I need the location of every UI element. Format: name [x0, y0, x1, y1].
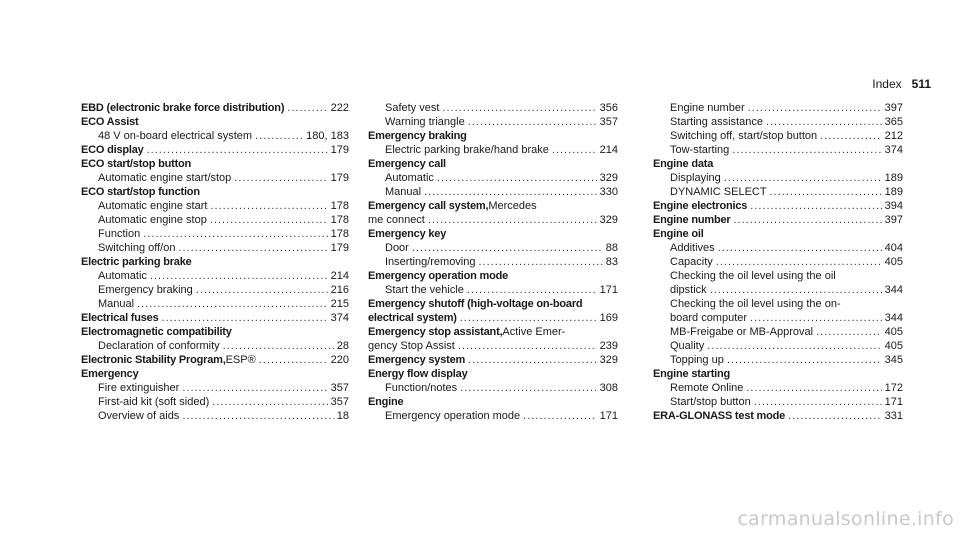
- index-entry: [368, 367, 618, 395]
- subentry-text: Quality: [670, 340, 705, 352]
- subentry-text: First-aid kit (soft sided): [98, 396, 210, 408]
- entry-heading-continuation: [368, 339, 618, 353]
- subentry-text: Function: [98, 228, 141, 240]
- subentry-line: [368, 255, 618, 269]
- page-ref[interactable]: 374: [330, 312, 349, 324]
- page-ref[interactable]: 397: [884, 214, 903, 226]
- subentry-text: Function/notes: [385, 382, 458, 394]
- subentry-continuation: [653, 311, 903, 325]
- leader-dots: [523, 409, 597, 423]
- subentry-line: [81, 409, 349, 423]
- leader-dots: [733, 213, 881, 227]
- subentry-text-continued: dipstick: [670, 284, 707, 296]
- leader-dots: [460, 381, 596, 395]
- leader-dots: [724, 171, 882, 185]
- subentry-text: Remote Online: [670, 382, 744, 394]
- leader-dots: [196, 283, 328, 297]
- leader-dots: [750, 311, 882, 325]
- subentry-text: Safety vest: [385, 102, 440, 114]
- page-ref[interactable]: 28: [336, 340, 349, 352]
- page-ref[interactable]: 404: [884, 242, 903, 254]
- subentry-line: [653, 185, 903, 199]
- entry-heading-line: [81, 157, 349, 171]
- entry-title-continued[interactable]: electrical system): [368, 312, 457, 324]
- page-ref[interactable]: 357: [330, 396, 349, 408]
- entry-title[interactable]: Engine number: [653, 214, 731, 226]
- index-entry: [368, 395, 618, 423]
- subentry-line: [653, 339, 903, 353]
- leader-dots: [467, 283, 597, 297]
- page-ref[interactable]: 171: [884, 396, 903, 408]
- page-ref[interactable]: 329: [599, 172, 618, 184]
- subentry-text: Start/stop button: [670, 396, 751, 408]
- subentry-line: [368, 115, 618, 129]
- leader-dots: [770, 185, 882, 199]
- leader-dots: [718, 241, 882, 255]
- subentry-line: [81, 171, 349, 185]
- page-ref[interactable]: 329: [599, 214, 618, 226]
- entry-title[interactable]: Engine: [368, 396, 404, 408]
- entry-title[interactable]: Engine data: [653, 158, 714, 170]
- subentry-text: Topping up: [670, 354, 724, 366]
- subentry-line: [81, 227, 349, 241]
- leader-dots: [748, 101, 882, 115]
- subentry-line: [653, 381, 903, 395]
- page-ref[interactable]: 405: [884, 340, 903, 352]
- index-entry: [653, 227, 903, 367]
- leader-dots: [820, 129, 881, 143]
- entry-title[interactable]: Emergency call system,: [368, 200, 489, 212]
- subentry-line: [81, 269, 349, 283]
- leader-dots: [468, 353, 597, 367]
- subentry-line: [368, 381, 618, 395]
- page-ref[interactable]: 180, 183: [306, 130, 349, 142]
- leader-dots: [816, 325, 882, 339]
- subentry-line: [653, 395, 903, 409]
- subentry-text: Door: [385, 242, 409, 254]
- subentry-text: Switching off/on: [98, 242, 176, 254]
- subentry-line: [368, 171, 618, 185]
- subentry-line: [81, 241, 349, 255]
- watermark: carmanualsonline.info: [737, 508, 954, 530]
- page-ref[interactable]: 357: [599, 116, 618, 128]
- leader-dots: [424, 185, 597, 199]
- subentry-line: [653, 143, 903, 157]
- page-header: [872, 77, 931, 91]
- entry-title[interactable]: ECO start/stop function: [81, 186, 200, 198]
- entry-title[interactable]: Emergency shutoff (high-voltage on-board: [368, 298, 583, 310]
- index-entry: [368, 129, 618, 157]
- page-ref[interactable]: 220: [330, 354, 349, 366]
- entry-title-continued: me connect: [368, 214, 425, 226]
- page-ref[interactable]: 344: [884, 284, 903, 296]
- subentry-text: Fire extinguisher: [98, 382, 180, 394]
- subentry-text: Automatic: [385, 172, 434, 184]
- entry-heading-line: [81, 353, 349, 367]
- index-entry: [81, 367, 349, 423]
- page-ref[interactable]: 178: [330, 200, 349, 212]
- leader-dots: [442, 101, 596, 115]
- subentry-line: [81, 283, 349, 297]
- entry-title-suffix: Active Emer-: [502, 326, 566, 338]
- page-ref[interactable]: 215: [330, 298, 349, 310]
- entry-heading-line: [368, 129, 618, 143]
- index-entry: [81, 353, 349, 367]
- index-entry: [368, 199, 618, 227]
- page-ref[interactable]: 179: [330, 172, 349, 184]
- subentry-text: Manual: [385, 186, 422, 198]
- page-ref[interactable]: 345: [884, 354, 903, 366]
- page-ref[interactable]: 18: [336, 410, 349, 422]
- entry-title[interactable]: Emergency braking: [368, 130, 467, 142]
- index-label: Index: [872, 77, 902, 91]
- leader-dots: [137, 297, 328, 311]
- leader-dots: [182, 409, 333, 423]
- index-entry: [81, 311, 349, 325]
- subentry-text: Starting assistance: [670, 116, 763, 128]
- subentry-text-continued: board computer: [670, 312, 748, 324]
- leader-dots: [552, 143, 597, 157]
- subentry-text: Tow-starting: [670, 144, 730, 156]
- subentry-text: Automatic: [98, 270, 147, 282]
- entry-title[interactable]: Emergency operation mode: [368, 270, 509, 282]
- leader-dots: [468, 115, 597, 129]
- page-ref[interactable]: 172: [884, 382, 903, 394]
- entry-title[interactable]: Energy flow display: [368, 368, 468, 380]
- entry-heading-line: [81, 255, 349, 269]
- page-ref[interactable]: 356: [599, 102, 618, 114]
- leader-dots: [716, 255, 882, 269]
- subentry-text: Automatic engine stop: [98, 214, 207, 226]
- leader-dots: [754, 395, 882, 409]
- page-ref[interactable]: 397: [884, 102, 903, 114]
- index-entry: [368, 101, 618, 129]
- leader-dots: [210, 213, 328, 227]
- entry-heading-line: [653, 213, 903, 227]
- index-entry: [368, 353, 618, 367]
- subentry-line: [368, 101, 618, 115]
- subentry-text: Checking the oil level using the oil: [670, 270, 836, 282]
- subentry-line: [653, 269, 903, 283]
- page-ref[interactable]: 88: [605, 242, 618, 254]
- entry-heading-line: [653, 227, 903, 241]
- page-ref[interactable]: 405: [884, 326, 903, 338]
- entry-title[interactable]: Electromagnetic compatibility: [81, 326, 232, 338]
- leader-dots: [458, 339, 597, 353]
- subentry-text: Declaration of conformity: [98, 340, 220, 352]
- entry-heading-line: [368, 199, 618, 213]
- leader-dots: [479, 255, 603, 269]
- subentry-line: [81, 213, 349, 227]
- leader-dots: [788, 409, 882, 423]
- entry-heading-line: [368, 367, 618, 381]
- subentry-line: [81, 395, 349, 409]
- page-ref[interactable]: 179: [330, 242, 349, 254]
- entry-title[interactable]: Emergency call: [368, 158, 446, 170]
- entry-title[interactable]: Emergency: [81, 368, 139, 380]
- leader-dots: [727, 353, 882, 367]
- leader-dots: [746, 381, 881, 395]
- index-entry: [81, 157, 349, 185]
- subentry-line: [653, 255, 903, 269]
- index-column-3: [653, 101, 903, 423]
- entry-title[interactable]: Electrical fuses: [81, 312, 159, 324]
- index-entry: [368, 227, 618, 269]
- subentry-text: Switching off, start/stop button: [670, 130, 818, 142]
- entry-heading-line: [81, 115, 349, 129]
- leader-dots: [710, 283, 882, 297]
- leader-dots: [750, 199, 881, 213]
- entry-heading-line: [81, 367, 349, 381]
- index-entry: [653, 213, 903, 227]
- leader-dots: [707, 339, 881, 353]
- entry-heading-line: [368, 395, 618, 409]
- page-ref[interactable]: 331: [884, 410, 903, 422]
- index-entry: [81, 185, 349, 255]
- leader-dots: [766, 115, 882, 129]
- entry-heading-line: [653, 199, 903, 213]
- leader-dots: [143, 227, 327, 241]
- index-column-1: [81, 101, 349, 423]
- subentry-text: Start the vehicle: [385, 284, 464, 296]
- entry-title[interactable]: ERA-GLONASS test mode: [653, 410, 786, 422]
- subentry-text: MB-Freigabe or MB-Approval: [670, 326, 814, 338]
- page-ref[interactable]: 169: [599, 312, 618, 324]
- index-entry: [81, 255, 349, 311]
- subentry-line: [368, 185, 618, 199]
- index-entry: [653, 101, 903, 157]
- subentry-line: [81, 339, 349, 353]
- subentry-line: [653, 115, 903, 129]
- entry-heading-line: [653, 367, 903, 381]
- subentry-line: [653, 353, 903, 367]
- page-number: 511: [911, 77, 931, 91]
- index-entry: [368, 157, 618, 199]
- subentry-line: [653, 325, 903, 339]
- index-entry: [368, 325, 618, 353]
- subentry-continuation: [653, 283, 903, 297]
- leader-dots: [147, 143, 328, 157]
- page-ref[interactable]: 330: [599, 186, 618, 198]
- leader-dots: [428, 213, 597, 227]
- subentry-line: [653, 101, 903, 115]
- entry-heading-continuation: [368, 213, 618, 227]
- subentry-text: Emergency braking: [98, 284, 193, 296]
- entry-heading-line: [81, 325, 349, 339]
- entry-title[interactable]: ECO display: [81, 144, 144, 156]
- subentry-text: Warning triangle: [385, 116, 465, 128]
- leader-dots: [460, 311, 597, 325]
- subentry-line: [653, 297, 903, 311]
- page-ref[interactable]: 239: [599, 340, 618, 352]
- index-entry: [653, 199, 903, 213]
- leader-dots: [182, 381, 327, 395]
- page-ref[interactable]: 212: [884, 130, 903, 142]
- subentry-line: [368, 409, 618, 423]
- entry-heading-line: [368, 269, 618, 283]
- subentry-line: [653, 171, 903, 185]
- subentry-text: Automatic engine start/stop: [98, 172, 232, 184]
- page-ref[interactable]: 214: [330, 270, 349, 282]
- page-ref[interactable]: 357: [330, 382, 349, 394]
- index-column-2: [368, 101, 618, 423]
- subentry-text: Automatic engine start: [98, 200, 208, 212]
- page-ref[interactable]: 189: [884, 186, 903, 198]
- entry-heading-line: [368, 227, 618, 241]
- subentry-line: [81, 129, 349, 143]
- subentry-line: [653, 241, 903, 255]
- subentry-text: Emergency operation mode: [385, 410, 521, 422]
- leader-dots: [162, 311, 328, 325]
- subentry-text: 48 V on-board electrical system: [98, 130, 253, 142]
- index-entry: [368, 297, 618, 325]
- subentry-text: Electric parking brake/hand brake: [385, 144, 549, 156]
- subentry-text: Inserting/removing: [385, 256, 476, 268]
- leader-dots: [255, 129, 303, 143]
- entry-title[interactable]: Electric parking brake: [81, 256, 192, 268]
- subentry-text: Overview of aids: [98, 410, 180, 422]
- index-entry: [653, 367, 903, 409]
- entry-heading-line: [81, 185, 349, 199]
- page-ref[interactable]: 308: [599, 382, 618, 394]
- subentry-line: [653, 129, 903, 143]
- entry-title-continued: gency Stop Assist: [368, 340, 455, 352]
- page-ref[interactable]: 365: [884, 116, 903, 128]
- entry-heading-line: [368, 325, 618, 339]
- leader-dots: [732, 143, 881, 157]
- entry-title-suffix: ESP®: [225, 354, 256, 366]
- page-ref[interactable]: 394: [884, 200, 903, 212]
- page-ref[interactable]: 171: [599, 284, 618, 296]
- subentry-text: DYNAMIC SELECT: [670, 186, 767, 198]
- page-ref[interactable]: 179: [330, 144, 349, 156]
- entry-heading-line: [81, 311, 349, 325]
- leader-dots: [259, 353, 328, 367]
- index-entry: [81, 115, 349, 143]
- subentry-text: Manual: [98, 298, 135, 310]
- leader-dots: [210, 199, 327, 213]
- leader-dots: [178, 241, 327, 255]
- index-entry: [653, 409, 903, 423]
- subentry-text: Additives: [670, 242, 715, 254]
- subentry-text: Capacity: [670, 256, 713, 268]
- entry-heading-line: [653, 409, 903, 423]
- entry-title[interactable]: Electronic Stability Program,: [81, 354, 226, 366]
- subentry-line: [81, 199, 349, 213]
- subentry-line: [81, 297, 349, 311]
- entry-title-suffix: Mercedes: [488, 200, 537, 212]
- entry-title[interactable]: ECO Assist: [81, 116, 139, 128]
- page-ref[interactable]: 178: [330, 228, 349, 240]
- leader-dots: [212, 395, 327, 409]
- page-ref[interactable]: 189: [884, 172, 903, 184]
- entry-title[interactable]: ECO start/stop button: [81, 158, 192, 170]
- subentry-text: Engine number: [670, 102, 745, 114]
- page-ref[interactable]: 329: [599, 354, 618, 366]
- leader-dots: [437, 171, 597, 185]
- leader-dots: [412, 241, 603, 255]
- subentry-text: Displaying: [670, 172, 721, 184]
- index-entry: [653, 157, 903, 199]
- index-entry: [81, 101, 349, 115]
- index-entry: [368, 269, 618, 297]
- page-ref[interactable]: 178: [330, 214, 349, 226]
- subentry-line: [81, 381, 349, 395]
- entry-heading-line: [368, 157, 618, 171]
- entry-title[interactable]: EBD (electronic brake force distribution): [81, 102, 285, 114]
- page-ref[interactable]: 171: [599, 410, 618, 422]
- entry-heading-continuation: [368, 311, 618, 325]
- subentry-text: Checking the oil level using the on-: [670, 298, 841, 310]
- index-entry: [81, 325, 349, 353]
- page-ref[interactable]: 222: [330, 102, 349, 114]
- entry-heading-line: [368, 353, 618, 367]
- entry-title[interactable]: Emergency system: [368, 354, 466, 366]
- leader-dots: [223, 339, 334, 353]
- leader-dots: [150, 269, 328, 283]
- entry-title[interactable]: Emergency key: [368, 228, 447, 240]
- entry-title[interactable]: Engine starting: [653, 368, 731, 380]
- subentry-line: [368, 241, 618, 255]
- subentry-line: [368, 283, 618, 297]
- page-ref[interactable]: 344: [884, 312, 903, 324]
- entry-title[interactable]: Engine oil: [653, 228, 704, 240]
- page-ref[interactable]: 405: [884, 256, 903, 268]
- page-ref[interactable]: 216: [330, 284, 349, 296]
- entry-heading-line: [368, 297, 618, 311]
- entry-heading-line: [81, 101, 349, 115]
- index-entry: [81, 143, 349, 157]
- page-ref[interactable]: 214: [599, 144, 618, 156]
- page-ref[interactable]: 83: [605, 256, 618, 268]
- entry-heading-line: [81, 143, 349, 157]
- entry-heading-line: [653, 157, 903, 171]
- page-ref[interactable]: 374: [884, 144, 903, 156]
- leader-dots: [234, 171, 327, 185]
- subentry-line: [368, 143, 618, 157]
- entry-title[interactable]: Engine electronics: [653, 200, 748, 212]
- leader-dots: [287, 101, 327, 115]
- entry-title[interactable]: Emergency stop assistant,: [368, 326, 503, 338]
